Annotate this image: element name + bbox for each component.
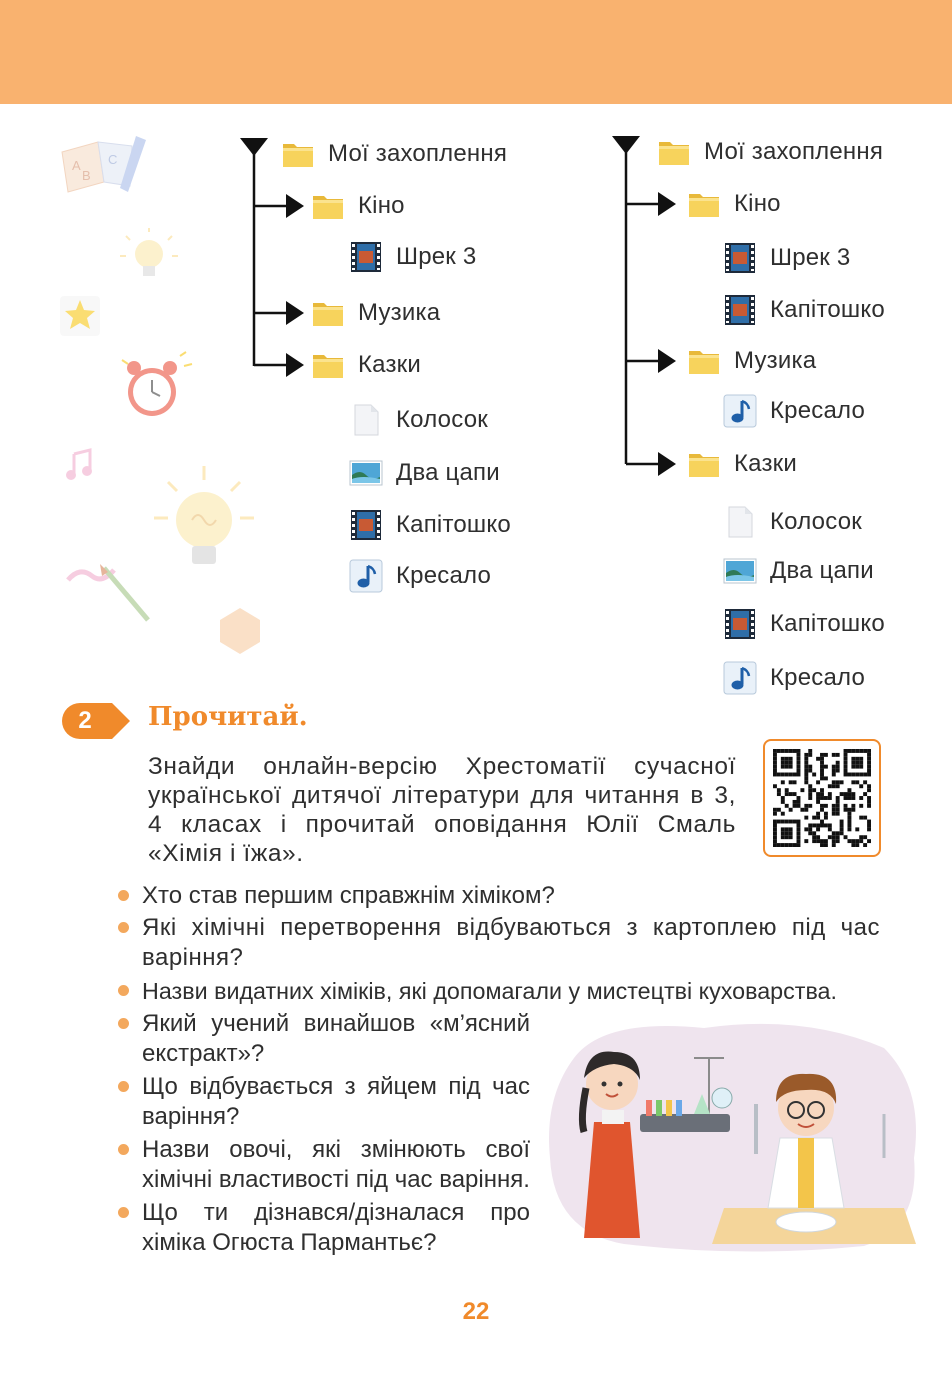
tree-left-kino[interactable] (310, 186, 405, 226)
tree-right-root[interactable] (656, 132, 883, 172)
children-chemistry-illustration (544, 1018, 920, 1252)
node-label: Мої захоплення (704, 138, 884, 165)
qr-code[interactable] (763, 739, 881, 857)
audio-file-icon (722, 660, 758, 696)
video-file-icon (348, 507, 384, 543)
audio-file-icon (722, 393, 758, 429)
folder-icon (686, 446, 722, 482)
folder-icon (656, 134, 692, 170)
svg-text:A: A (72, 158, 81, 173)
question-text: Назви овочі, які змінюють свої хімічні властивості під час варіння. (142, 1136, 530, 1193)
folder-icon (280, 136, 316, 172)
bullet-icon (118, 1081, 129, 1092)
node-label: Музика (734, 347, 817, 374)
book-icon (58, 134, 150, 198)
node-label: Шрек 3 (770, 244, 851, 271)
task-number: 2 (78, 707, 92, 734)
tree-left-dva-tsapy[interactable] (348, 453, 500, 493)
task-text: Знайди онлайн-версію Хрестоматії сучасної української дитячої літератури для читання в 3, 4 класах і прочитай оповідання Юлії Смаль «Хімія і їжа». (148, 753, 736, 867)
video-file-icon (722, 240, 758, 276)
music-note-icon (64, 448, 96, 482)
node-label: Капітошко (770, 610, 885, 637)
lightbulb-icon (118, 228, 180, 288)
tree-left-shrek[interactable] (348, 237, 476, 277)
node-label: Музика (358, 299, 441, 326)
node-label: Колосок (396, 406, 488, 433)
question-text: Назви видатних хіміків, які допомагали у мистецтві куховарства. (142, 978, 837, 1004)
node-label: Кресало (396, 562, 492, 589)
node-label: Капітошко (396, 511, 511, 538)
folder-icon (310, 347, 346, 383)
tree-right-kapitoshko-1[interactable] (722, 290, 885, 330)
node-label: Два цапи (396, 459, 500, 486)
bullet-icon (118, 1018, 129, 1029)
document-file-icon (348, 402, 384, 438)
question-text: Що відбувається з яйцем під час варіння? (142, 1073, 530, 1130)
bullet-icon (118, 1144, 129, 1155)
video-file-icon (348, 239, 384, 275)
folder-icon (686, 186, 722, 222)
folder-tree-right (612, 128, 922, 708)
cube-shape-icon (218, 606, 262, 656)
alarm-clock-icon (118, 350, 194, 424)
node-label: Колосок (770, 508, 862, 535)
node-label: Два цапи (770, 557, 874, 584)
tree-left-root[interactable] (280, 134, 507, 174)
bullet-icon (118, 985, 129, 996)
tree-left-kazky[interactable] (310, 345, 421, 385)
node-label: Кресало (770, 397, 866, 424)
svg-text:C: C (108, 152, 118, 167)
qr-code-icon (773, 749, 871, 847)
node-label: Казки (358, 351, 421, 378)
image-file-icon (348, 455, 384, 491)
tree-left-kolosok[interactable] (348, 400, 488, 440)
folder-icon (686, 343, 722, 379)
question-text: Які хімічні перетворення відбуваються з картоплею під час варіння? (142, 914, 880, 971)
video-file-icon (722, 292, 758, 328)
tree-right-dva-tsapy[interactable] (722, 551, 874, 591)
tree-right-kresalo-1[interactable] (722, 391, 865, 431)
tree-right-kolosok[interactable] (722, 502, 862, 542)
folder-icon (310, 188, 346, 224)
node-label: Мої захоплення (328, 140, 508, 167)
bullet-icon (118, 890, 129, 901)
header-band (0, 0, 952, 104)
node-label: Капітошко (770, 296, 885, 323)
node-label: Кіно (734, 190, 781, 217)
node-label: Кресало (770, 664, 866, 691)
task-title: Прочитай. (148, 702, 308, 732)
tree-left-muzyka[interactable] (310, 293, 440, 333)
task-number-badge (62, 703, 130, 739)
bullet-icon (118, 1207, 129, 1218)
question-text: Який учений винайшов «м’ясний екстракт»? (142, 1010, 530, 1067)
folder-tree-left (240, 130, 530, 610)
paintbrush-icon (64, 560, 156, 626)
tree-right-kazky[interactable] (686, 444, 797, 484)
audio-file-icon (348, 558, 384, 594)
node-label: Шрек 3 (396, 243, 477, 270)
tree-right-muzyka[interactable] (686, 341, 816, 381)
tree-right-kresalo-2[interactable] (722, 658, 865, 698)
node-label: Кіно (358, 192, 405, 219)
tree-right-kapitoshko-2[interactable] (722, 604, 885, 644)
page-number: 22 (462, 1298, 490, 1325)
image-file-icon (722, 553, 758, 589)
svg-text:B: B (82, 168, 91, 183)
bullet-icon (118, 922, 129, 933)
tree-left-kapitoshko[interactable] (348, 505, 511, 545)
folder-icon (310, 295, 346, 331)
document-file-icon (722, 504, 758, 540)
video-file-icon (722, 606, 758, 642)
question-text: Що ти дізнався/дізналася про хіміка Огюста Пармантьє? (142, 1199, 530, 1256)
tree-left-kresalo[interactable] (348, 556, 491, 596)
tree-right-shrek[interactable] (722, 238, 850, 278)
node-label: Казки (734, 450, 797, 477)
question-text: Хто став першим справжнім хіміком? (142, 882, 555, 909)
tree-right-kino[interactable] (686, 184, 781, 224)
star-icon (60, 292, 100, 340)
